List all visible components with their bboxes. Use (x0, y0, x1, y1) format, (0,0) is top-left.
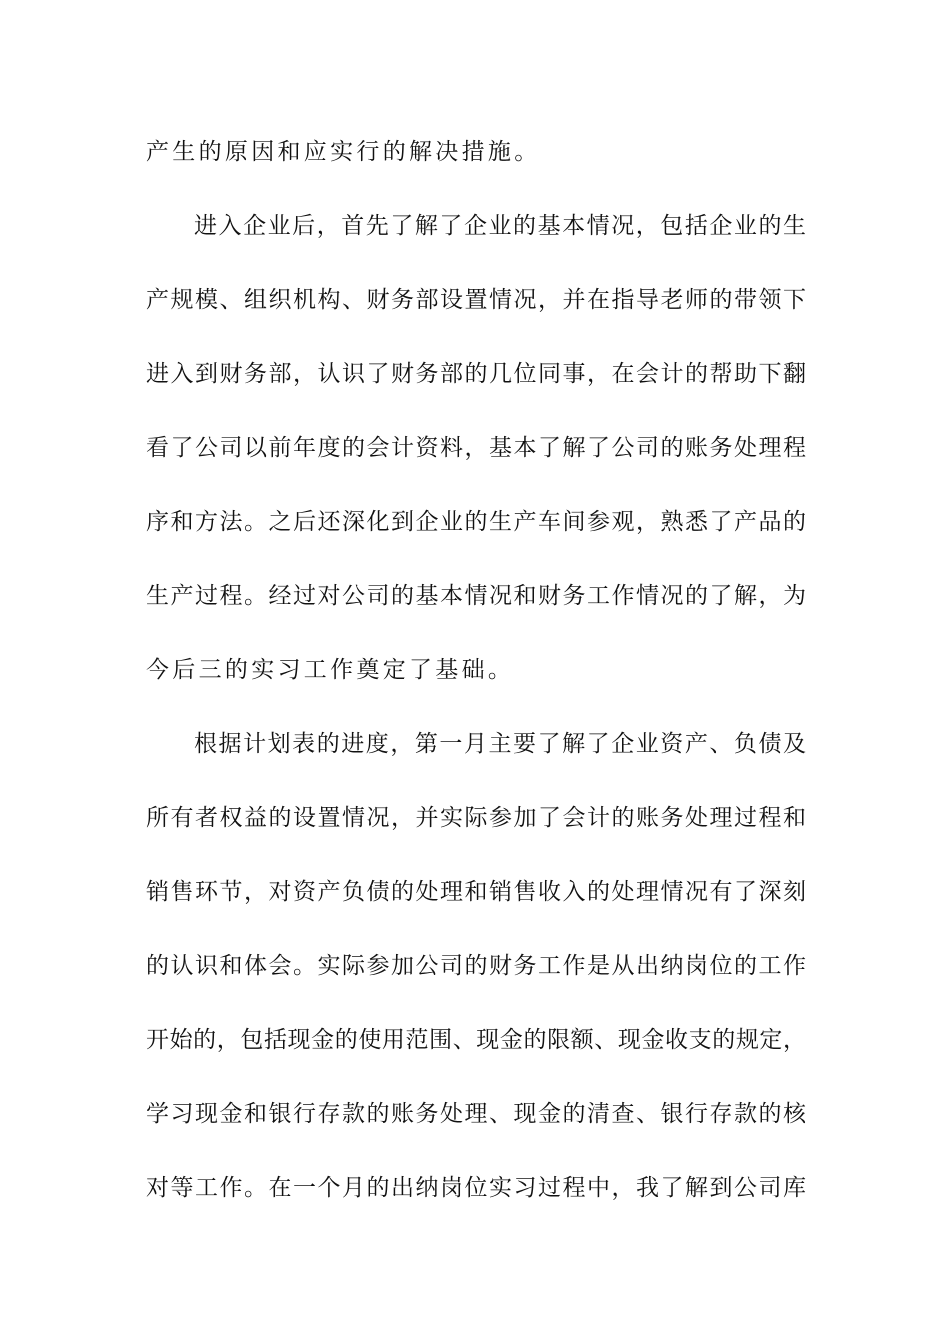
paragraph-2-line-5: 序和方法。之后还深化到企业的生产车间参观，熟悉了产品的 (146, 509, 806, 535)
paragraph-2-line-2: 产规模、组织机构、财务部设置情况，并在指导老师的带领下 (146, 287, 806, 313)
paragraph-2-line-6: 生产过程。经过对公司的基本情况和财务工作情况的了解，为 (146, 583, 806, 609)
paragraph-3-line-2: 所有者权益的设置情况，并实际参加了会计的账务处理过程和 (146, 805, 806, 831)
paragraph-2-line-7: 今后三的实习工作奠定了基础。 (146, 657, 515, 683)
text-line-1: 产生的原因和应实行的解决措施。 (146, 139, 541, 165)
paragraph-2-line-1: 进入企业后，首先了解了企业的基本情况，包括企业的生 (194, 213, 806, 239)
paragraph-3-line-3: 销售环节，对资产负债的处理和销售收入的处理情况有了深刻 (146, 879, 806, 905)
paragraph-3-line-6: 学习现金和银行存款的账务处理、现金的清查、银行存款的核 (146, 1101, 806, 1127)
paragraph-3-line-5: 开始的，包括现金的使用范围、现金的限额、现金收支的规定， (146, 1027, 806, 1053)
paragraph-3-line-4: 的认识和体会。实际参加公司的财务工作是从出纳岗位的工作 (146, 953, 806, 979)
paragraph-2-line-4: 看了公司以前年度的会计资料，基本了解了公司的账务处理程 (146, 435, 806, 461)
paragraph-3-line-7: 对等工作。在一个月的出纳岗位实习过程中，我了解到公司库 (146, 1175, 806, 1201)
paragraph-2-line-3: 进入到财务部，认识了财务部的几位同事，在会计的帮助下翻 (146, 361, 806, 387)
paragraph-3-line-1: 根据计划表的进度，第一月主要了解了企业资产、负债及 (194, 731, 806, 757)
